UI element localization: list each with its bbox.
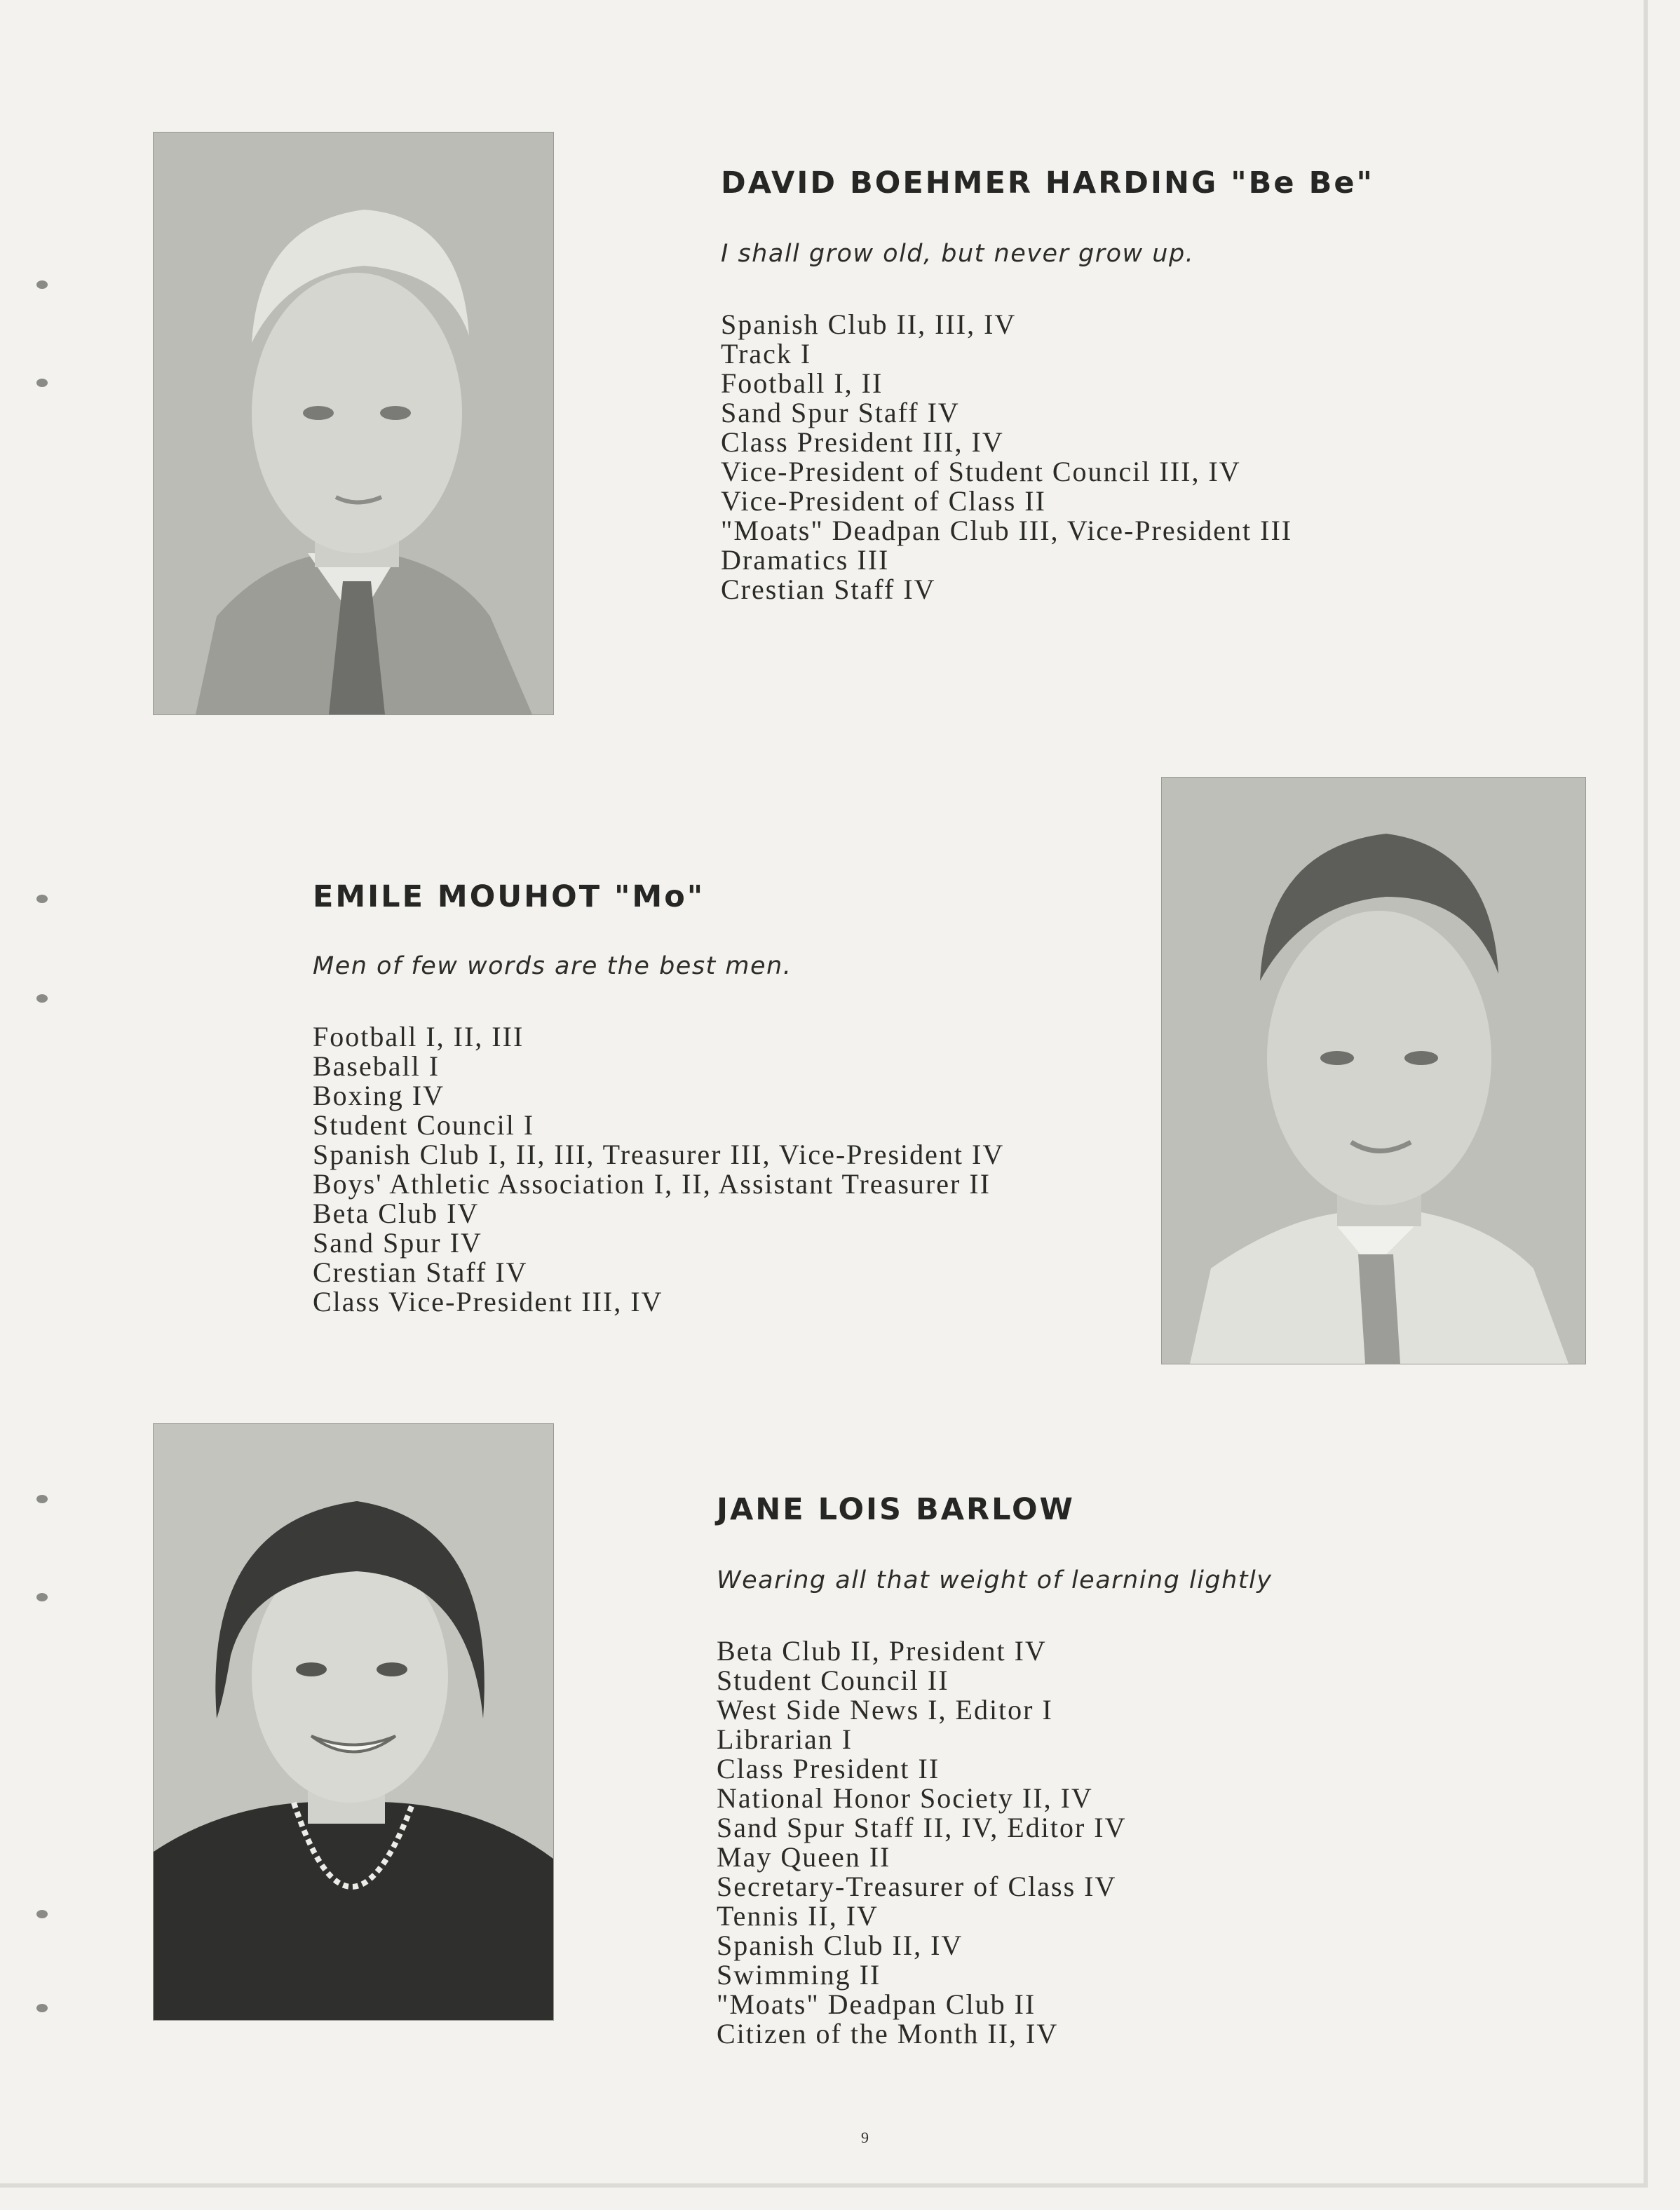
punch-hole-mark	[36, 280, 48, 289]
student-name: DAVID BOEHMER HARDING "Be Be"	[721, 165, 1374, 201]
boy-portrait-photo-icon	[1162, 778, 1585, 1364]
punch-hole-mark	[36, 895, 48, 903]
activities-list	[721, 310, 1374, 604]
activity-item: Student Council I	[313, 1109, 535, 1141]
activity-item: Vice-President of Student Council III, IV	[721, 456, 1241, 487]
punch-hole-mark	[36, 1593, 48, 1601]
punch-hole-mark	[36, 379, 48, 387]
activities-list	[313, 1022, 1004, 1317]
student-quote: I shall grow old, but never grow up.	[721, 240, 1195, 268]
activity-item: Student Council II	[717, 1665, 949, 1696]
activity-item: Spanish Club II, IV	[717, 1930, 963, 1961]
activity-item: National Honor Society II, IV	[717, 1782, 1093, 1814]
girl-portrait-photo-icon	[154, 1424, 553, 2020]
page-number: 9	[861, 2129, 869, 2146]
student-entry-harding	[721, 165, 1374, 604]
activity-item: Citizen of the Month II, IV	[717, 2018, 1059, 2049]
activity-item: Class President II	[717, 1753, 940, 1784]
punch-hole-mark	[36, 1495, 48, 1503]
student-photo-barlow	[153, 1423, 554, 2021]
activity-item: Baseball I	[313, 1050, 440, 1082]
activity-item: Track I	[721, 338, 812, 370]
activity-item: Beta Club II, President IV	[717, 1635, 1047, 1667]
punch-hole-mark	[36, 2004, 48, 2012]
activity-item: Vice-President of Class II	[721, 485, 1046, 517]
student-quote: Wearing all that weight of learning lightly	[717, 1566, 1273, 1594]
student-quote: Men of few words are the best men.	[313, 952, 792, 980]
activity-item: Class President III, IV	[721, 426, 1004, 458]
activity-item: "Moats" Deadpan Club III, Vice-President III	[721, 515, 1293, 546]
student-entry-mouhot	[313, 879, 1004, 1317]
activity-item: Beta Club IV	[313, 1198, 480, 1229]
activity-item: Crestian Staff IV	[721, 574, 936, 605]
activity-item: Sand Spur IV	[313, 1227, 482, 1259]
student-photo-harding	[153, 132, 554, 715]
activity-item: Sand Spur Staff IV	[721, 397, 960, 428]
activity-item: Football I, II, III	[313, 1021, 524, 1052]
activity-item: "Moats" Deadpan Club II	[717, 1988, 1036, 2020]
student-entry-barlow	[717, 1492, 1272, 2049]
activity-item: Swimming II	[717, 1959, 881, 1991]
punch-hole-mark	[36, 994, 48, 1003]
student-photo-mouhot	[1161, 777, 1586, 1364]
student-name: EMILE MOUHOT "Mo"	[313, 879, 705, 914]
activities-list	[717, 1636, 1272, 2049]
student-name: JANE LOIS BARLOW	[717, 1492, 1075, 1527]
activity-item: Spanish Club I, II, III, Treasurer III, Vice-President IV	[313, 1139, 1005, 1170]
activity-item: Football I, II	[721, 367, 883, 399]
activity-item: Spanish Club II, III, IV	[721, 309, 1017, 340]
boy-portrait-photo-icon	[154, 133, 553, 714]
activity-item: Dramatics III	[721, 544, 890, 576]
activity-item: Tennis II, IV	[717, 1900, 879, 1932]
activity-item: West Side News I, Editor I	[717, 1694, 1053, 1726]
activity-item: Boxing IV	[313, 1080, 445, 1111]
activity-item: Crestian Staff IV	[313, 1256, 528, 1288]
activity-item: May Queen II	[717, 1841, 891, 1873]
activity-item: Boys' Athletic Association I, II, Assistant Treasurer II	[313, 1168, 991, 1200]
activity-item: Sand Spur Staff II, IV, Editor IV	[717, 1812, 1127, 1843]
activity-item: Secretary-Treasurer of Class IV	[717, 1871, 1117, 1902]
punch-hole-mark	[36, 1910, 48, 1918]
activity-item: Class Vice-President III, IV	[313, 1286, 663, 1317]
activity-item: Librarian I	[717, 1723, 853, 1755]
